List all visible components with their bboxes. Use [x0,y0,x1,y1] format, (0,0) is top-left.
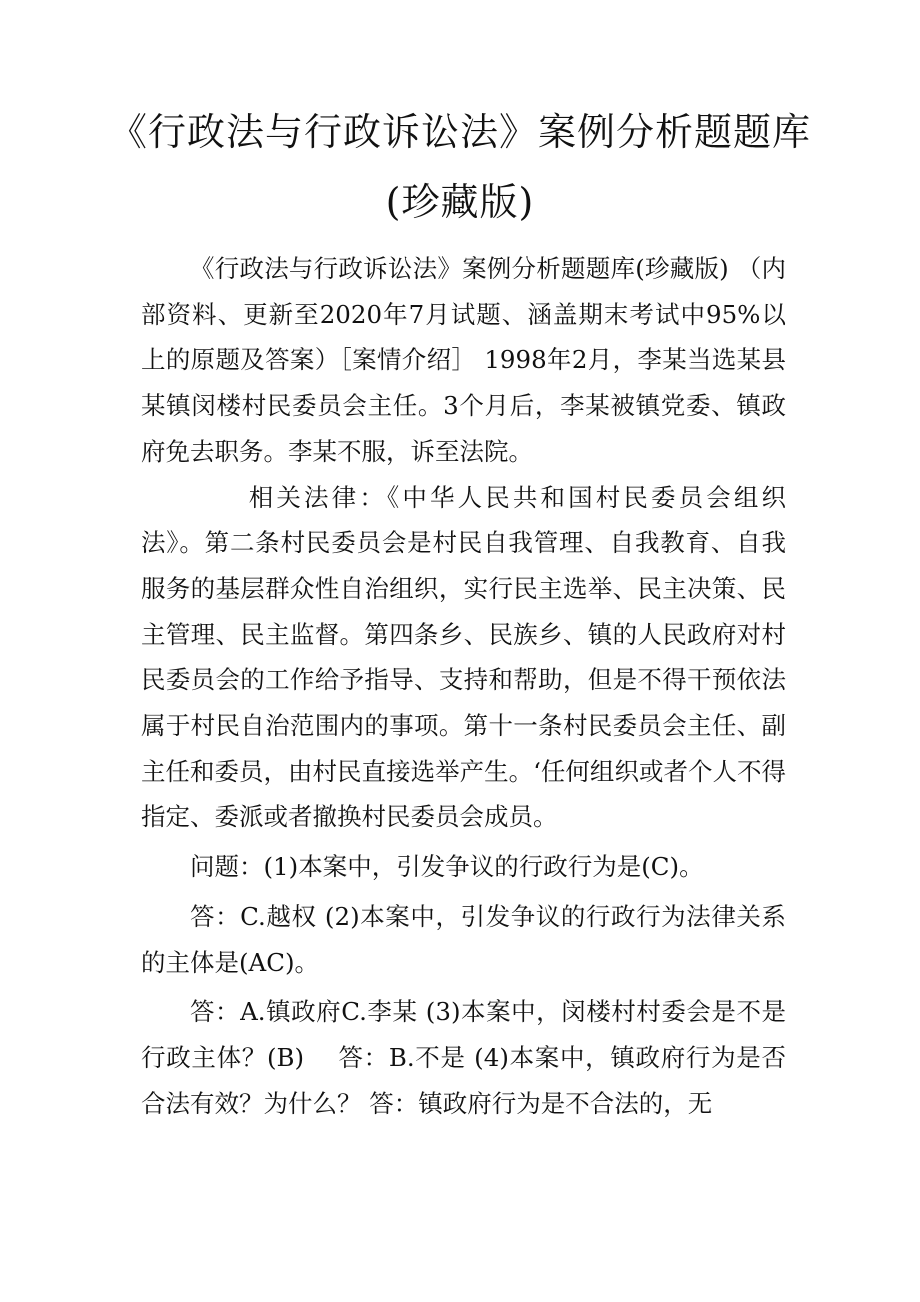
paragraph-related-law: 相关法律：《中华人民共和国村民委员会组织法》。第二条村民委员会是村民自我管理、自我教育、自我服务的基层群众性自治组织，实行民主选举、民主决策、民主管理、民主监督。第四条乡、民族乡、镇的人民政府对村民委员会的工作给予指导、支持和帮助，但是不得干预依法属于村民自治范围内的事项。第十一条村民委员会主任、副主任和委员，由村民直接选举产生。‘任何组织或者个人不得指定、委派或者撤换村民委员会成员。 [141,482,786,832]
paragraph-answer-1: 答：C.越权 (2)本案中，引发争议的行政行为法律关系的主体是(AC)。 [141,901,786,977]
document-subtitle: (珍藏版) [385,180,535,224]
paragraph-answer-2: 答：A.镇政府C.李某 (3)本案中，闵楼村村委会是不是行政主体？(B) 答：B.不是 (4)本案中，镇政府行为是否合法有效？为什么？ 答：镇政府行为是不合法的，无 [141,997,786,1118]
paragraph-intro: 《行政法与行政诉讼法》案例分析题题库(珍藏版) （内部资料、更新至2020年7月试题、涵盖期末考试中95%以上的原题及答案）［案情介绍］ 1998年2月，李某当选某县某镇闵楼村民委员会主任。3个月后，李某被镇党委、镇政府免去职务。李某不服，诉至法院。 [141,254,786,466]
document-body [141,246,786,1126]
paragraph-question-1: 问题：(1)本案中，引发争议的行政行为是(C)。 [190,852,704,882]
document-title: 《行政法与行政诉讼法》案例分析题题库 [108,110,811,154]
